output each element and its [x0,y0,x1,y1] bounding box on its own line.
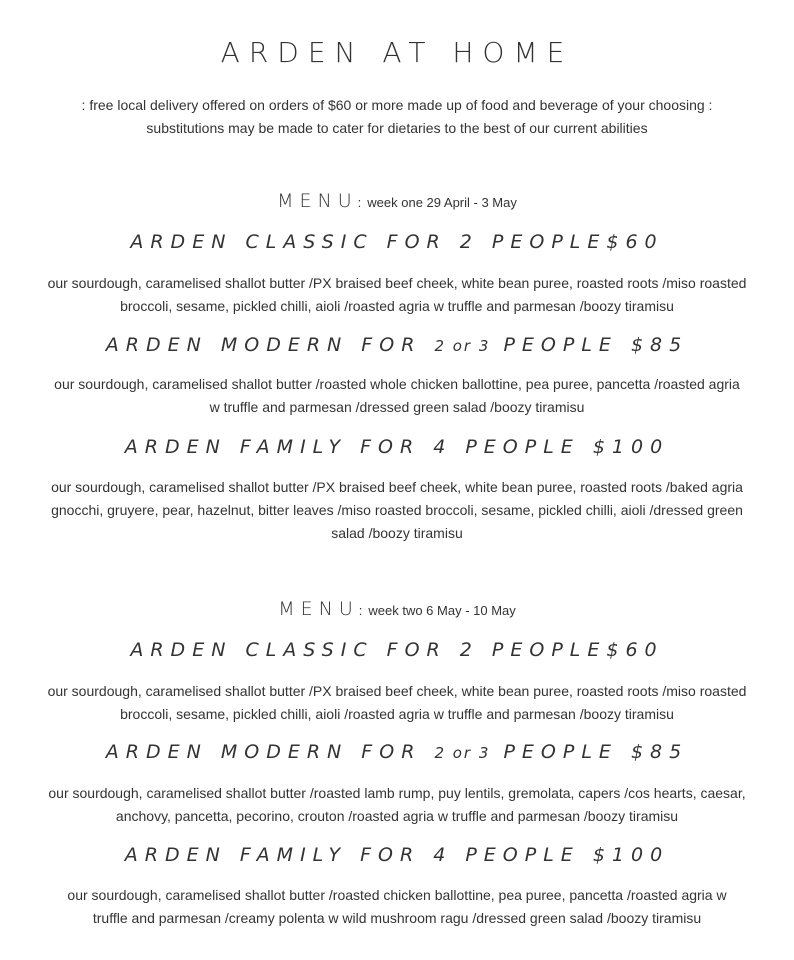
offer-title-text: ARDEN MODERN FOR [105,741,435,763]
offer-description-family [30,884,764,930]
offer-title-classic [0,639,794,661]
offer-title-price: PEOPLE $85 [490,334,689,356]
description-line: broccoli, sesame, pickled chilli, aioli /roasted agria w truffle and parmesan /boozy tiramisu [120,706,674,722]
offer-title-family [0,436,794,458]
offer-title-modern [0,334,794,356]
offer-description-modern [30,373,764,419]
offer-title-text: ARDEN MODERN FOR [105,334,435,356]
description-line: truffle and parmesan /creamy polenta w wild mushroom ragu /dressed green salad /boozy tiramisu [92,910,702,926]
page-title: ARDEN AT HOME [220,36,574,69]
intro-text [0,94,794,140]
offer-title-family [0,844,794,866]
offer-description-classic [30,272,764,318]
description-line: salad /boozy tiramisu [331,525,463,541]
week-label: week two 6 May - 10 May [368,603,516,618]
menu-label: MENU [278,598,359,620]
menu-colon: : [358,603,363,618]
description-line: our sourdough, caramelised shallot butter /PX braised beef cheek, white bean puree, roasted roots /miso roasted [47,275,747,291]
offer-title-people-count: 2 or 3 [434,337,491,355]
week-one-heading [0,190,794,212]
offer-title-text: ARDEN CLASSIC FOR 2 PEOPLE$60 [130,639,664,661]
menu-colon: : [357,195,362,210]
offer-title-classic [0,231,794,253]
description-line: our sourdough, caramelised shallot butter /roasted whole chicken ballottine, pea puree, pancetta /roasted agria [54,376,740,392]
offer-description-family [30,476,764,545]
description-line: our sourdough, caramelised shallot butter /PX braised beef cheek, white bean puree, roasted roots /baked agria [51,479,743,495]
offer-title-people-count: 2 or 3 [434,744,491,762]
description-line: broccoli, sesame, pickled chilli, aioli /roasted agria w truffle and parmesan /boozy tiramisu [120,298,674,314]
offer-title-text: ARDEN FAMILY FOR 4 PEOPLE $100 [124,844,670,866]
description-line: anchovy, pancetta, pecorino, crouton /roasted agria w truffle and parmesan /boozy tiramisu [115,808,679,824]
offer-title-price: PEOPLE $85 [490,741,689,763]
description-line: our sourdough, caramelised shallot butter /roasted chicken ballottine, pea puree, pancetta /roasted agria w [67,887,727,903]
menu-label: MENU [277,190,358,212]
description-line: w truffle and parmesan /dressed green salad /boozy tiramisu [209,399,585,415]
delivery-note: : free local delivery offered on orders of $60 or more made up of food and beverage of your choosing : [81,97,713,113]
offer-description-modern [30,782,764,828]
offer-title-text: ARDEN FAMILY FOR 4 PEOPLE $100 [124,436,670,458]
description-line: our sourdough, caramelised shallot butter /roasted lamb rump, puy lentils, gremolata, capers /cos hearts, caesar, [48,785,746,801]
week-two-heading [0,598,794,620]
substitutions-note: substitutions may be made to cater for dietaries to the best of our current abilities [146,120,648,136]
description-line: gnocchi, gruyere, pear, hazelnut, bitter leaves /miso roasted broccoli, sesame, pickled chilli, aioli /dressed green [51,502,743,518]
offer-title-text: ARDEN CLASSIC FOR 2 PEOPLE$60 [130,231,664,253]
week-label: week one 29 April - 3 May [367,195,517,210]
offer-title-modern [0,741,794,763]
description-line: our sourdough, caramelised shallot butter /PX braised beef cheek, white bean puree, roasted roots /miso roasted [47,683,747,699]
offer-description-classic [30,680,764,726]
